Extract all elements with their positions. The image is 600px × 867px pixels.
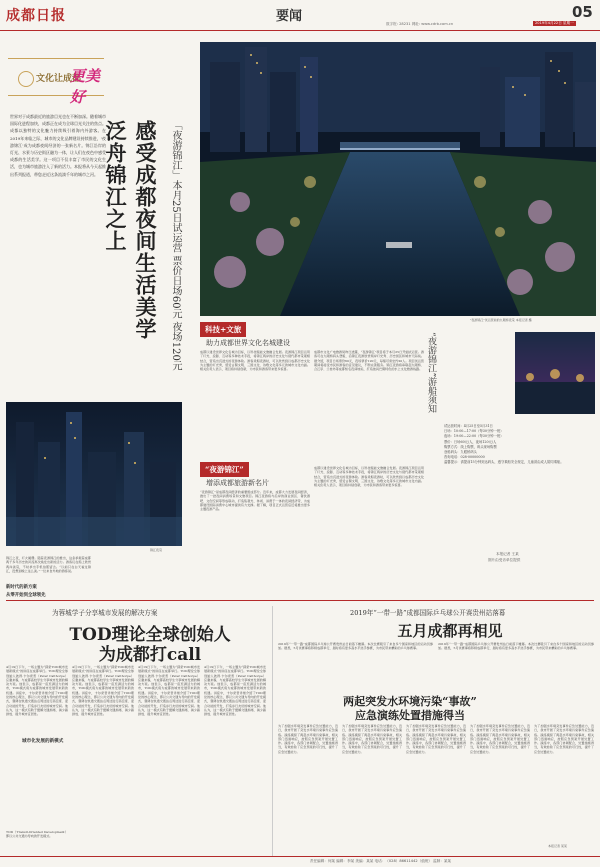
pollution-body-4: 为了加强水环境突发事件应急处置能力，近日，我市开展了突发水环境污染事件应急演练。演练模拟了两起水环境污染事故，相关部门迅速响应，按照应急预案开展处置工作。演练中，各部门协调配合，处置措施得当，有效检验了应急预案的可行性，提升了应急处置能力。 [470,724,530,754]
info-line: 票价：日场60元/人，夜场120元/人 [444,439,497,444]
info-line: 登船码头：九眼桥码头 [444,450,477,455]
sidebar-heading: 新时代的新方案 [6,585,37,590]
lead-photo-caption: "夜游锦江"试运营前的九眼桥夜景 本报记者 摄 [470,318,532,322]
pollution-headline-1: 两起突发水环境污染“事故” [343,695,477,708]
ornament-icon [18,71,34,87]
side-photo [515,332,595,414]
tech-culture-body-1: 成都以建设世界文化名城为目标，以科技赋能文旅融合发展。夜游锦江项目运用了灯光、投影、互动等多种技术手段，将锦江两岸的历史文化与现代都市景观相结合，营造出沉浸式的夜游体验。游客乘船夜游时，可以欣赏到以成都历史文化为主题的灯光秀，感受古蜀文明、三国文化、诗歌文化等多元的城市文化内涵。相关负责人表示，项目将持续创新，为市民和游客带来更多惊喜。 [200,350,310,372]
lead-photo [200,42,596,316]
pingpong-body-2: 2019年“一带一路”成都国际乒乓球公开赛贵州站日前落下帷幕。本次比赛吸引了来自多个国家和地区的运动员参加。据悉，5月该赛事将移师成都举行，届时将有更多高水平选手参赛，为市民带来精彩的乒乓球赛事。 [438,642,594,651]
pingpong-headline: 五月成都再相见 [397,622,503,640]
lead-body-2: 成都以建设世界文化名城为目标，以科技赋能文旅融合发展。夜游锦江项目运用了灯光、投影、互动等多种技术手段，将锦江两岸的历史文化与现代都市景观相结合，营造出沉浸式的夜游体验。游客乘船夜游时，可以欣赏到以成都历史文化为主题的灯光秀，感受古蜀文明、三国文化、诗歌文化等多元的城市文化内涵。相关负责人表示，项目将持续创新，为市民和游客带来更多惊喜。 [314,466,424,488]
lead-headline-col2: 感受成都夜间生活美学 [133,120,158,340]
info-credit: 本报记者 王某 [496,552,519,556]
column-divider [272,606,273,856]
night-river-photo [200,42,596,316]
pollution-credit: 本报记者 某某 [548,844,567,848]
tod-body-4: 4月19日下午，一场主题为“探索TOD城市发展新模式”的讲座在成都举行。TOD理论全球创始人彼得·卡尔索普（Peter Calthorpe）应邀来蓉，与成都高校学生分享城市发展的解决方案。他表示，成都是一座充满活力的城市，TOD模式将为成都的城市发展带来新的机遇。讲座中，卡尔索普详细介绍了TOD理论的核心理念，即以公共交通为导向的开发模式，强调在轨道交通站点周边进行高密度、混合功能的开发，打造步行友好的城市空间。他认为，这一模式有助于缓解交通拥堵、减少碳排放、提升城市宜居性。 [204,665,266,717]
info-box-title: “夜游锦江”游船须知 [426,332,436,414]
info-line: 夜场：19:00—22:00（每30分钟一班） [444,434,504,439]
tod-body-1: 4月19日下午，一场主题为“探索TOD城市发展新模式”的讲座在成都举行。TOD理论全球创始人彼得·卡尔索普（Peter Calthorpe）应邀来蓉，与成都高校学生分享城市发展的解决方案。他表示，成都是一座充满活力的城市，TOD模式将为成都的城市发展带来新的机遇。讲座中，卡尔索普详细介绍了TOD理论的核心理念，即以公共交通为导向的开发模式，强调在轨道交通站点周边进行高密度、混合功能的开发，打造步行友好的城市空间。他认为，这一模式有助于缓解交通拥堵、减少碳排放、提升城市宜居性。 [6,665,68,717]
info-line: 试运营时间：4月25日至5月31日 [444,424,493,428]
info-box [440,420,595,574]
lead-headline-col1: 泛舟锦江之上 [103,120,128,252]
pollution-body-1: 为了加强水环境突发事件应急处置能力，近日，我市开展了突发水环境污染事件应急演练。演练模拟了两起水环境污染事故，相关部门迅速响应，按照应急预案开展处置工作。演练中，各部门协调配合，处置措施得当，有效检验了应急预案的可行性，提升了应急处置能力。 [278,724,338,754]
tod-footer: TOD（Transit-Oriented Development）即以公共交通为导向的开发模式。 [6,830,68,839]
pollution-body-5: 为了加强水环境突发事件应急处置能力，近日，我市开展了突发水环境污染事件应急演练。演练模拟了两起水环境污染事故，相关部门迅速响应，按照应急预案开展处置工作。演练中，各部门协调配合，处置措施得当，有效检验了应急预案的可行性，提升了应急处置能力。 [534,724,594,754]
river-side-photo [515,332,595,414]
page-number: 05 [572,3,593,21]
lead-subhead: 「夜游锦江」本月25日试运营 票价日场60元 夜场120元 [170,120,181,371]
info-line: 温馨提示：请提前15分钟到达码头，遵守乘船安全规定，儿童须由成人陪同乘船。 [444,460,564,465]
section-title: 要闻 [276,9,303,24]
footer-text: 责任编辑：何某 编辑：李某 美编：某某 电话：（028）86611442（值班） 监制：某某 [310,859,452,863]
masthead [0,0,600,31]
section-divider [6,600,594,601]
pingpong-kicker: 2019年“一带一路”成都国际乒乓球公开赛贵州站落幕 [350,609,506,617]
info-box-title-wrap [425,332,437,572]
info-credit-sub: 图片由受访单位提供 [488,558,521,562]
column-banner-accent: 更美好 [70,67,101,106]
tod-kicker: 为蓉城学子分享城市发展的解决方案 [52,609,158,617]
info-box-lines [444,424,591,564]
tod-body-2: 4月19日下午，一场主题为“探索TOD城市发展新模式”的讲座在成都举行。TOD理论全球创始人彼得·卡尔索普（Peter Calthorpe）应邀来蓉，与成都高校学生分享城市发展的解决方案。他表示，成都是一座充满活力的城市，TOD模式将为成都的城市发展带来新的机遇。讲座中，卡尔索普详细介绍了TOD理论的核心理念，即以公共交通为导向的开发模式，强调在轨道交通站点周边进行高密度、混合功能的开发，打造步行友好的城市空间。他认为，这一模式有助于缓解交通拥堵、减少碳排放、提升城市宜居性。 [72,665,134,717]
newspaper-logo: 成都日报 [6,8,66,24]
pingpong-body-1: 2019年“一带一路”成都国际乒乓球公开赛贵州站日前落下帷幕。本次比赛吸引了来自多个国家和地区的运动员参加。据悉，5月该赛事将移师成都举行，届时将有更多高水平选手参赛，为市民带来精彩的乒乓球赛事。 [278,642,433,651]
sidebar-body: 锦江之夜，灯火阑珊。随着夜游锦江的推出，这条承载着成都两千多年历史的河流再次焕发出新的活力。游客们在船上欣赏两岸美景，不时拿出手机拍照留念。“以前只在白天看过锦江，没想到晚上这么美。”一位来自外地的游客说。 [6,556,91,573]
tech-culture-subhead: 助力成都世界文化名城建设 [206,339,290,347]
night-tour-subhead: 增添成都旅游新名片 [206,479,269,487]
side-photo-caption: 锦江夜景 [150,548,163,552]
tod-body-3: 4月19日下午，一场主题为“探索TOD城市发展新模式”的讲座在成都举行。TOD理论全球创始人彼得·卡尔索普（Peter Calthorpe）应邀来蓉，与成都高校学生分享城市发展的解决方案。他表示，成都是一座充满活力的城市，TOD模式将为成都的城市发展带来新的机遇。讲座中，卡尔索普详细介绍了TOD理论的核心理念，即以公共交通为导向的开发模式，强调在轨道交通站点周边进行高密度、混合功能的开发，打造步行友好的城市空间。他认为，这一模式有助于缓解交通拥堵、减少碳排放、提升城市宜居性。 [138,665,200,717]
issue-date: 2019年4月22日 星期一 [535,21,574,25]
night-tour-body: “夜游锦江”是成都夜间经济的重要组成部分。近年来，成都大力发展夜间经济，推出了一批夜间消费场景和文旅项目。锦江夜游将与沿岸的商业街区、餐饮酒吧、文创空间等形成联动，打造集观光、休闲、消费于一体的夜间经济带，为成都建设国际消费中心城市提供有力支撑。据了解，项目正式运营后还将推出更多主题夜游产品。 [200,490,310,512]
tech-culture-tag: 科技+文旅 [200,322,246,337]
column-intro: 世界对于成都最近的旅游目光也在不断加深。随着城市国际化进程加快，成都正在成为全球目光关注的焦点。成都以独特的文化魅力持续吸引着海内外游客。在2019年来临之际，城市的文化品牌建设持续推进，'夜游锦江'成为成都夜间经济的一张新名片。锦江沿岸的灯光、水景与历史街区融为一体，让人们在夜色中感受成都的生活美学。这一项目不仅丰富了市民的文化生活，也为城市旅游注入了新的活力。本报将从今天起推出系列报道，带您走近这条流淌千年的城市之河。 [10,114,106,177]
info-line: 购票方式：线上购票，码头现场购票 [444,444,497,449]
info-line: 咨询电话：028-00000000 [444,455,485,460]
column-banner [8,58,104,106]
masthead-meta: 数字报: 28231 网址: www.cdrb.com.cn [386,22,454,26]
night-tour-tag: “夜游锦江” [200,462,249,477]
column-banner-prefix: 文化让成都 [36,74,82,84]
pollution-body-2: 为了加强水环境突发事件应急处置能力，近日，我市开展了突发水环境污染事件应急演练。演练模拟了两起水环境污染事故，相关部门迅速响应，按照应急预案开展处置工作。演练中，各部门协调配合，处置措施得当，有效检验了应急预案的可行性，提升了应急处置能力。 [342,724,402,754]
skyline-photo [6,402,182,546]
tod-subheading: 城市化发展的新模式 [22,739,64,744]
pollution-body-3: 为了加强水环境突发事件应急处置能力，近日，我市开展了突发水环境污染事件应急演练。演练模拟了两起水环境污染事故，相关部门迅速响应，按照应急预案开展处置工作。演练中，各部门协调配合，处置措施得当，有效检验了应急预案的可行性，提升了应急处置能力。 [406,724,466,754]
page-footer [0,856,600,867]
tod-headline-2: 为成都打call [98,645,202,665]
sidebar-heading-2: 从零开始到全球领先 [6,593,46,598]
info-line: 日场：10:00—17:00（每30分钟一班） [444,429,504,434]
city-skyline-photo [6,402,182,546]
tod-headline-1: TOD理论全球创始人 [69,625,231,645]
lead-body-1: 成都市文化广电旅游局昨日透露，“夜游锦江”项目将于本月25日开始试运营。游客可在九眼桥码头登船，沿锦江夜游欣赏两岸灯光秀、历史街区和城市天际线。据介绍，项目日场票价60元，夜场票价120元，每船可乘坐约20人。项目试运营期间将接受市民和游客的意见建议，不断完善服务。锦江夜游将串联起九眼桥、合江亭、兰桂坊等成都知名夜间地标，打造独具巴蜀特色的水上文化旅游线路。 [314,350,424,372]
pollution-headline-2: 应急演练处置措施得当 [355,709,465,722]
